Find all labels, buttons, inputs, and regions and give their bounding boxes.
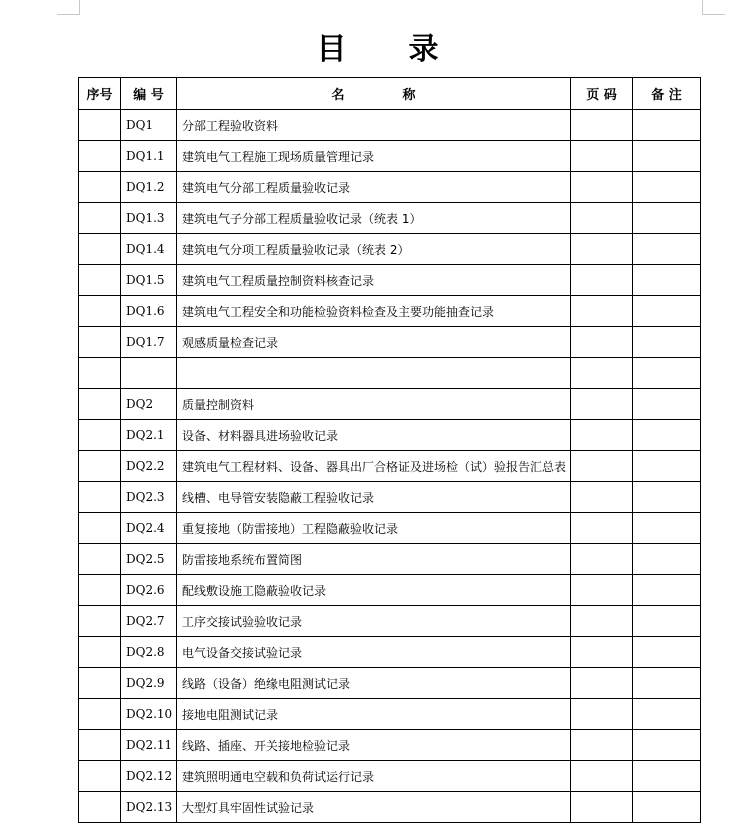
row-name-cell: 质量控制资料 (177, 389, 571, 420)
row-note-cell (633, 172, 701, 203)
row-code-cell: DQ1.2 (121, 172, 177, 203)
row-page-cell (571, 141, 633, 172)
header-index: 序号 (79, 78, 121, 110)
row-code-cell: DQ2.7 (121, 606, 177, 637)
table-row (79, 265, 701, 296)
row-note-cell (633, 141, 701, 172)
row-index-cell (79, 234, 121, 265)
row-note-cell (633, 110, 701, 141)
row-index-cell (79, 389, 121, 420)
row-index-cell (79, 110, 121, 141)
row-note-cell (633, 389, 701, 420)
row-code-cell: DQ2 (121, 389, 177, 420)
row-page-cell (571, 203, 633, 234)
row-index-cell (79, 575, 121, 606)
row-index-cell (79, 451, 121, 482)
row-name-cell: 配线敷设施工隐蔽验收记录 (177, 575, 571, 606)
table-row (79, 668, 701, 699)
row-name-cell: 线路、插座、开关接地检验记录 (177, 730, 571, 761)
row-index-cell (79, 699, 121, 730)
row-page-cell (571, 451, 633, 482)
row-code-cell: DQ2.6 (121, 575, 177, 606)
table-row (79, 606, 701, 637)
row-page-cell (571, 420, 633, 451)
row-index-cell (79, 513, 121, 544)
row-page-cell (571, 234, 633, 265)
row-index-cell (79, 730, 121, 761)
table-row (79, 141, 701, 172)
table-row (79, 637, 701, 668)
row-note-cell (633, 544, 701, 575)
row-page-cell (571, 761, 633, 792)
table-row (79, 575, 701, 606)
row-name-cell: 建筑电气工程施工现场质量管理记录 (177, 141, 571, 172)
table-row (79, 358, 701, 389)
row-code-cell: DQ2.4 (121, 513, 177, 544)
table-row (79, 451, 701, 482)
row-name-cell: 建筑电气分项工程质量验收记录（统表 2） (177, 234, 571, 265)
table-row (79, 792, 701, 823)
row-code-cell: DQ2.10 (121, 699, 177, 730)
row-code-cell: DQ2.5 (121, 544, 177, 575)
row-name-cell: 建筑照明通电空载和负荷试运行记录 (177, 761, 571, 792)
table-header-row (79, 78, 701, 110)
row-name-cell: 重复接地（防雷接地）工程隐蔽验收记录 (177, 513, 571, 544)
row-note-cell (633, 296, 701, 327)
row-page-cell (571, 389, 633, 420)
table-row (79, 389, 701, 420)
table-row (79, 420, 701, 451)
row-code-cell (121, 358, 177, 389)
row-page-cell (571, 637, 633, 668)
row-index-cell (79, 296, 121, 327)
table-row (79, 203, 701, 234)
row-page-cell (571, 575, 633, 606)
row-page-cell (571, 265, 633, 296)
row-index-cell (79, 358, 121, 389)
row-name-cell: 防雷接地系统布置简图 (177, 544, 571, 575)
row-name-cell: 建筑电气分部工程质量验收记录 (177, 172, 571, 203)
table-row (79, 544, 701, 575)
table-row (79, 482, 701, 513)
row-name-cell: 接地电阻测试记录 (177, 699, 571, 730)
row-code-cell: DQ1.6 (121, 296, 177, 327)
row-note-cell (633, 482, 701, 513)
row-code-cell: DQ1.5 (121, 265, 177, 296)
header-name (177, 78, 571, 110)
row-note-cell (633, 420, 701, 451)
row-name-cell: 观感质量检查记录 (177, 327, 571, 358)
row-index-cell (79, 606, 121, 637)
row-name-cell (177, 358, 571, 389)
row-code-cell: DQ2.1 (121, 420, 177, 451)
row-code-cell: DQ1.7 (121, 327, 177, 358)
row-code-cell: DQ1 (121, 110, 177, 141)
row-index-cell (79, 172, 121, 203)
row-note-cell (633, 327, 701, 358)
row-code-cell: DQ2.12 (121, 761, 177, 792)
row-code-cell: DQ1.4 (121, 234, 177, 265)
table-row (79, 327, 701, 358)
row-page-cell (571, 699, 633, 730)
row-page-cell (571, 327, 633, 358)
row-page-cell (571, 544, 633, 575)
row-note-cell (633, 265, 701, 296)
table-row (79, 110, 701, 141)
row-page-cell (571, 296, 633, 327)
row-note-cell (633, 606, 701, 637)
row-note-cell (633, 761, 701, 792)
row-page-cell (571, 358, 633, 389)
table-row (79, 234, 701, 265)
header-code: 编 号 (121, 78, 177, 110)
row-note-cell (633, 575, 701, 606)
row-code-cell: DQ2.2 (121, 451, 177, 482)
row-note-cell (633, 358, 701, 389)
row-page-cell (571, 172, 633, 203)
header-note: 备 注 (633, 78, 701, 110)
toc-table (78, 77, 701, 823)
row-note-cell (633, 234, 701, 265)
row-name-cell: 大型灯具牢固性试验记录 (177, 792, 571, 823)
row-index-cell (79, 668, 121, 699)
row-index-cell (79, 141, 121, 172)
table-row (79, 296, 701, 327)
row-code-cell: DQ1.1 (121, 141, 177, 172)
title-part-2: 录 (408, 32, 439, 67)
row-note-cell (633, 792, 701, 823)
table-row (79, 699, 701, 730)
row-name-cell: 建筑电气工程安全和功能检验资料检查及主要功能抽查记录 (177, 296, 571, 327)
table-row (79, 761, 701, 792)
page-title (0, 24, 755, 68)
row-code-cell: DQ2.13 (121, 792, 177, 823)
table-row (79, 172, 701, 203)
row-index-cell (79, 482, 121, 513)
table-row (79, 513, 701, 544)
row-name-cell: 工序交接试验验收记录 (177, 606, 571, 637)
row-page-cell (571, 513, 633, 544)
row-note-cell (633, 203, 701, 234)
row-name-cell: 建筑电气工程材料、设备、器具出厂合格证及进场检（试）验报告汇总表 (177, 451, 571, 482)
page-corner-mark-right (702, 0, 725, 15)
row-code-cell: DQ2.8 (121, 637, 177, 668)
row-page-cell (571, 110, 633, 141)
row-code-cell: DQ2.9 (121, 668, 177, 699)
row-page-cell (571, 730, 633, 761)
row-name-cell: 建筑电气工程质量控制资料核查记录 (177, 265, 571, 296)
row-page-cell (571, 668, 633, 699)
row-note-cell (633, 668, 701, 699)
row-note-cell (633, 699, 701, 730)
row-name-cell: 建筑电气子分部工程质量验收记录（统表 1） (177, 203, 571, 234)
row-index-cell (79, 761, 121, 792)
row-index-cell (79, 637, 121, 668)
row-note-cell (633, 451, 701, 482)
row-code-cell: DQ2.11 (121, 730, 177, 761)
row-page-cell (571, 482, 633, 513)
row-code-cell: DQ2.3 (121, 482, 177, 513)
row-index-cell (79, 544, 121, 575)
table-row (79, 730, 701, 761)
row-index-cell (79, 203, 121, 234)
title-part-1: 目 (316, 32, 347, 67)
row-index-cell (79, 327, 121, 358)
row-page-cell (571, 792, 633, 823)
row-index-cell (79, 420, 121, 451)
page-corner-mark-left (57, 0, 80, 15)
header-page: 页 码 (571, 78, 633, 110)
row-name-cell: 电气设备交接试验记录 (177, 637, 571, 668)
row-code-cell: DQ1.3 (121, 203, 177, 234)
row-note-cell (633, 730, 701, 761)
row-index-cell (79, 792, 121, 823)
row-name-cell: 线槽、电导管安装隐蔽工程验收记录 (177, 482, 571, 513)
row-page-cell (571, 606, 633, 637)
header-name-part-1: 名 (331, 88, 345, 103)
row-note-cell (633, 637, 701, 668)
row-index-cell (79, 265, 121, 296)
row-name-cell: 分部工程验收资料 (177, 110, 571, 141)
row-name-cell: 设备、材料器具进场验收记录 (177, 420, 571, 451)
header-name-part-2: 称 (402, 88, 416, 103)
row-name-cell: 线路（设备）绝缘电阻测试记录 (177, 668, 571, 699)
row-note-cell (633, 513, 701, 544)
